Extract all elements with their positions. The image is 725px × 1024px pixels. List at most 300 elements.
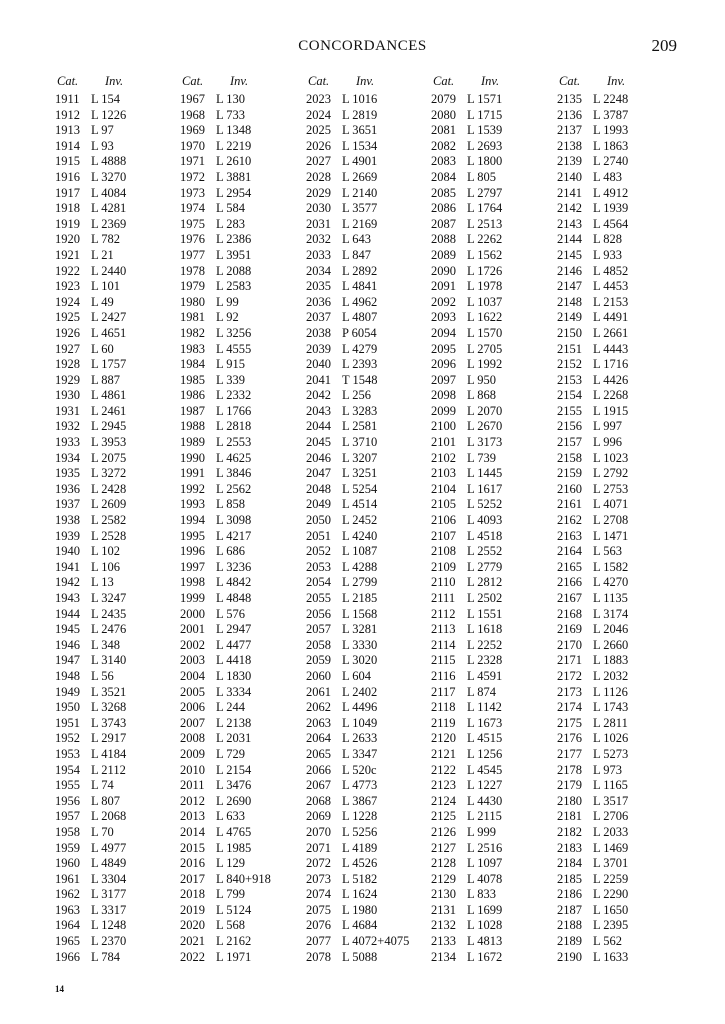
table-row — [180, 404, 310, 420]
inventory-number: L 1978 — [467, 279, 503, 294]
catalogue-number: 1913 — [55, 123, 80, 138]
inventory-number: L 996 — [593, 435, 623, 450]
catalogue-number: 1971 — [180, 154, 205, 169]
table-row — [180, 700, 310, 716]
inventory-number: L 2610 — [216, 154, 252, 169]
inventory-number: L 3283 — [342, 403, 378, 418]
catalogue-number: 1951 — [55, 715, 80, 730]
catalogue-number: 2109 — [431, 559, 456, 574]
catalogue-number: 2047 — [306, 466, 331, 481]
inventory-number: L 3236 — [216, 559, 252, 574]
inventory-number: L 4084 — [91, 185, 127, 200]
catalogue-number: 2181 — [557, 809, 582, 824]
inventory-number: L 1766 — [216, 403, 252, 418]
table-row — [306, 918, 436, 934]
catalogue-number: 2072 — [306, 856, 331, 871]
inventory-number: L 686 — [216, 544, 246, 559]
inventory-number: L 3521 — [91, 684, 127, 699]
table-row — [431, 529, 561, 545]
catalogue-number: 2159 — [557, 466, 582, 481]
catalogue-number: 2162 — [557, 513, 582, 528]
catalogue-number: 2184 — [557, 856, 582, 871]
catalogue-number: 2019 — [180, 902, 205, 917]
table-row — [306, 544, 436, 560]
inventory-number: L 1939 — [593, 201, 629, 216]
inventory-number: L 3476 — [216, 778, 252, 793]
inventory-number: L 4526 — [342, 856, 378, 871]
inventory-number: P 6054 — [342, 325, 377, 340]
inventory-number: L 999 — [467, 824, 497, 839]
inventory-number: L 4443 — [593, 341, 629, 356]
table-row — [180, 186, 310, 202]
inventory-number: L 4078 — [467, 871, 503, 886]
table-row — [431, 108, 561, 124]
inventory-number: L 2046 — [593, 622, 629, 637]
table-row — [180, 685, 310, 701]
inventory-number: L 4564 — [593, 216, 629, 231]
catalogue-number: 2001 — [180, 622, 205, 637]
table-row — [55, 575, 185, 591]
catalogue-number: 2086 — [431, 201, 456, 216]
table-row — [180, 357, 310, 373]
table-row — [306, 700, 436, 716]
inventory-number: L 1445 — [467, 466, 503, 481]
catalogue-number: 2168 — [557, 606, 582, 621]
catalogue-number: 1975 — [180, 216, 205, 231]
table-row — [55, 248, 185, 264]
table-row — [55, 342, 185, 358]
catalogue-number: 1940 — [55, 544, 80, 559]
catalogue-number: 2020 — [180, 918, 205, 933]
table-row — [431, 139, 561, 155]
inventory-number: L 5182 — [342, 871, 378, 886]
inventory-number: L 782 — [91, 232, 121, 247]
table-row — [180, 872, 310, 888]
catalogue-number: 1948 — [55, 668, 80, 683]
inventory-number: L 92 — [216, 310, 239, 325]
inventory-number: L 2706 — [593, 809, 629, 824]
inventory-number: L 2705 — [467, 341, 503, 356]
catalogue-number: 2056 — [306, 606, 331, 621]
inventory-number: L 5252 — [467, 497, 503, 512]
catalogue-number: 2016 — [180, 856, 205, 871]
table-row — [557, 123, 687, 139]
inventory-number: L 4093 — [467, 513, 503, 528]
table-row — [306, 841, 436, 857]
catalogue-number: 1978 — [180, 263, 205, 278]
catalogue-number: 2138 — [557, 138, 582, 153]
catalogue-number: 1963 — [55, 902, 80, 917]
table-row — [431, 607, 561, 623]
catalogue-number: 1954 — [55, 762, 80, 777]
table-row — [557, 669, 687, 685]
table-row — [557, 373, 687, 389]
table-row — [180, 482, 310, 498]
table-row — [55, 201, 185, 217]
inventory-number: L 1534 — [342, 138, 378, 153]
table-row — [557, 809, 687, 825]
inventory-number: L 106 — [91, 559, 121, 574]
table-row — [306, 326, 436, 342]
table-row — [55, 700, 185, 716]
table-row — [306, 856, 436, 872]
catalogue-number: 1981 — [180, 310, 205, 325]
table-row — [180, 326, 310, 342]
inventory-number: L 154 — [91, 92, 121, 106]
inventory-number: L 568 — [216, 918, 246, 933]
catalogue-number: 2175 — [557, 715, 582, 730]
table-row — [55, 809, 185, 825]
table-row — [180, 747, 310, 763]
table-row — [180, 466, 310, 482]
catalogue-number: 2055 — [306, 591, 331, 605]
inventory-number: L 874 — [467, 684, 497, 699]
table-row — [557, 357, 687, 373]
table-row — [431, 482, 561, 498]
inventory-number: L 4901 — [342, 154, 378, 169]
table-row — [55, 638, 185, 654]
catalogue-number: 2009 — [180, 746, 205, 761]
inventory-number: L 4514 — [342, 497, 378, 512]
inventory-number: L 1699 — [467, 902, 503, 917]
table-row — [306, 529, 436, 545]
catalogue-number: 1973 — [180, 185, 205, 200]
table-row — [431, 918, 561, 934]
catalogue-number: 2177 — [557, 746, 582, 761]
catalogue-number: 1966 — [55, 949, 80, 964]
catalogue-number: 2103 — [431, 466, 456, 481]
inventory-number: L 2669 — [342, 169, 378, 184]
table-row — [557, 482, 687, 498]
inventory-number: L 2779 — [467, 559, 503, 574]
table-row — [306, 887, 436, 903]
table-row — [55, 544, 185, 560]
inventory-number: L 130 — [216, 92, 246, 106]
table-row — [55, 232, 185, 248]
catalogue-number: 1942 — [55, 575, 80, 590]
table-row — [557, 388, 687, 404]
inventory-number: L 2369 — [91, 216, 127, 231]
catalogue-number: 2129 — [431, 871, 456, 886]
inventory-number: L 1582 — [593, 559, 629, 574]
inventory-number: L 1764 — [467, 201, 503, 216]
inventory-number: L 1227 — [467, 778, 503, 793]
inventory-number: L 2661 — [593, 325, 629, 340]
table-row — [431, 903, 561, 919]
catalogue-number: 2082 — [431, 138, 456, 153]
inventory-number: L 2583 — [216, 279, 252, 294]
inventory-number: L 3517 — [593, 793, 629, 808]
catalogue-number: 2011 — [180, 778, 205, 793]
catalogue-number: 1976 — [180, 232, 205, 247]
table-row — [306, 217, 436, 233]
inventory-number: L 4977 — [91, 840, 127, 855]
inventory-number: L 2945 — [91, 419, 127, 434]
inventory-number: L 4518 — [467, 528, 503, 543]
inventory-number: L 2609 — [91, 497, 127, 512]
catalogue-number: 1955 — [55, 778, 80, 793]
inventory-number: L 3651 — [342, 123, 378, 138]
catalogue-number: 2000 — [180, 606, 205, 621]
inventory-number: L 2402 — [342, 684, 378, 699]
catalogue-number: 1933 — [55, 435, 80, 450]
catalogue-number: 1969 — [180, 123, 205, 138]
inventory-number: L 4189 — [342, 840, 378, 855]
table-row — [431, 279, 561, 295]
inventory-number: L 1715 — [467, 107, 503, 122]
inventory-number: T 1548 — [342, 372, 378, 387]
inventory-number: L 973 — [593, 762, 623, 777]
table-row — [431, 747, 561, 763]
catalogue-number: 2090 — [431, 263, 456, 278]
table-row — [557, 326, 687, 342]
inventory-number: L 2690 — [216, 793, 252, 808]
catalogue-number: 1961 — [55, 871, 80, 886]
concordance-column-4 — [431, 74, 561, 965]
catalogue-number: 2060 — [306, 668, 331, 683]
catalogue-number: 1987 — [180, 403, 205, 418]
catalogue-number: 2112 — [431, 606, 456, 621]
catalogue-number: 2134 — [431, 949, 456, 964]
catalogue-number: 2044 — [306, 419, 331, 434]
catalogue-number: 2157 — [557, 435, 582, 450]
inventory-number: L 4651 — [91, 325, 127, 340]
catalogue-number: 1986 — [180, 388, 205, 403]
table-row — [557, 575, 687, 591]
inventory-number: L 4842 — [216, 575, 252, 590]
table-row — [557, 139, 687, 155]
inventory-number: L 4684 — [342, 918, 378, 933]
inventory-number: L 1562 — [467, 247, 503, 262]
table-row — [55, 154, 185, 170]
catalogue-number: 1926 — [55, 325, 80, 340]
inventory-number: L 2502 — [467, 591, 503, 605]
table-row — [306, 451, 436, 467]
catalogue-number: 2089 — [431, 247, 456, 262]
inventory-number: L 4848 — [216, 591, 252, 605]
table-row — [557, 154, 687, 170]
inventory-number: L 2516 — [467, 840, 503, 855]
inventory-number: L 1624 — [342, 887, 378, 902]
column-header — [557, 74, 687, 92]
table-row — [557, 591, 687, 607]
table-row — [180, 575, 310, 591]
inventory-number: L 2154 — [216, 762, 252, 777]
inventory-number: L 256 — [342, 388, 372, 403]
inventory-number: L 799 — [216, 887, 246, 902]
catalogue-number: 2093 — [431, 310, 456, 325]
catalogue-number: 1997 — [180, 559, 205, 574]
catalogue-number: 1994 — [180, 513, 205, 528]
column-header — [55, 74, 185, 92]
inventory-number: L 2112 — [91, 762, 126, 777]
catalogue-number: 2031 — [306, 216, 331, 231]
catalogue-number: 2021 — [180, 934, 205, 949]
catalogue-number: 2176 — [557, 731, 582, 746]
table-row — [55, 529, 185, 545]
table-row — [431, 544, 561, 560]
table-row — [557, 201, 687, 217]
catalogue-number: 1922 — [55, 263, 80, 278]
inventory-number: L 4288 — [342, 559, 378, 574]
table-row — [55, 388, 185, 404]
catalogue-number: 2083 — [431, 154, 456, 169]
catalogue-number: 1982 — [180, 325, 205, 340]
catalogue-number: 1970 — [180, 138, 205, 153]
catalogue-number: 2088 — [431, 232, 456, 247]
catalogue-number: 2035 — [306, 279, 331, 294]
catalogue-number: 2006 — [180, 700, 205, 715]
table-row — [180, 825, 310, 841]
catalogue-number: 2029 — [306, 185, 331, 200]
table-row — [55, 217, 185, 233]
inventory-number: L 1016 — [342, 92, 378, 106]
table-row — [557, 778, 687, 794]
table-row — [306, 591, 436, 607]
table-row — [55, 466, 185, 482]
inventory-number: L 2248 — [593, 92, 629, 106]
inventory-number: L 3743 — [91, 715, 127, 730]
catalogue-number: 1988 — [180, 419, 205, 434]
catalogue-number: 1958 — [55, 824, 80, 839]
inventory-number: L 2753 — [593, 481, 629, 496]
catalogue-number: 1920 — [55, 232, 80, 247]
catalogue-number: 2173 — [557, 684, 582, 699]
inventory-number: L 1348 — [216, 123, 252, 138]
table-row — [180, 217, 310, 233]
inventory-number: L 3173 — [467, 435, 503, 450]
concordance-column-2 — [180, 74, 310, 965]
table-row — [55, 186, 185, 202]
inventory-number: L 2153 — [593, 294, 629, 309]
catalogue-number: 1924 — [55, 294, 80, 309]
signature-mark: 14 — [55, 984, 64, 994]
table-row — [431, 856, 561, 872]
catalogue-number: 2025 — [306, 123, 331, 138]
catalogue-number: 1959 — [55, 840, 80, 855]
table-row — [55, 778, 185, 794]
inventory-number: L 3272 — [91, 466, 127, 481]
table-row — [55, 92, 185, 108]
inventory-number: L 1622 — [467, 310, 503, 325]
catalogue-number: 1923 — [55, 279, 80, 294]
table-row — [557, 918, 687, 934]
inventory-number: L 4807 — [342, 310, 378, 325]
table-row — [557, 638, 687, 654]
catalogue-number: 2113 — [431, 622, 456, 637]
table-row — [306, 513, 436, 529]
catalogue-number: 2040 — [306, 357, 331, 372]
column-rows — [180, 92, 310, 965]
inventory-number: L 4430 — [467, 793, 503, 808]
inventory-number: L 102 — [91, 544, 121, 559]
catalogue-number: 2051 — [306, 528, 331, 543]
catalogue-number: 1935 — [55, 466, 80, 481]
catalogue-number: 1912 — [55, 107, 80, 122]
inventory-number: L 1570 — [467, 325, 503, 340]
catalogue-number: 2126 — [431, 824, 456, 839]
catalogue-number: 2145 — [557, 247, 582, 262]
table-row — [180, 638, 310, 654]
table-row — [431, 419, 561, 435]
table-row — [431, 872, 561, 888]
table-row — [306, 154, 436, 170]
table-row — [431, 763, 561, 779]
table-row — [55, 841, 185, 857]
catalogue-number: 2169 — [557, 622, 582, 637]
table-row — [180, 513, 310, 529]
table-row — [431, 560, 561, 576]
catalogue-number: 1968 — [180, 107, 205, 122]
table-row — [431, 435, 561, 451]
catalogue-number: 2110 — [431, 575, 456, 590]
catalogue-number: 2087 — [431, 216, 456, 231]
catalogue-number: 2127 — [431, 840, 456, 855]
table-row — [431, 950, 561, 966]
table-row — [431, 497, 561, 513]
catalogue-number: 2064 — [306, 731, 331, 746]
inventory-number: L 2290 — [593, 887, 629, 902]
inventory-number: L 4765 — [216, 824, 252, 839]
inventory-number: L 244 — [216, 700, 246, 715]
table-row — [180, 310, 310, 326]
catalogue-number: 2007 — [180, 715, 205, 730]
catalogue-number: 1999 — [180, 591, 205, 605]
table-row — [557, 841, 687, 857]
inventory-number: L 93 — [91, 138, 114, 153]
inventory-number: L 1228 — [342, 809, 378, 824]
inventory-number: L 3701 — [593, 856, 629, 871]
inventory-number: L 101 — [91, 279, 121, 294]
inventory-number: L 1087 — [342, 544, 378, 559]
catalogue-number: 2163 — [557, 528, 582, 543]
catalogue-number: 2155 — [557, 403, 582, 418]
catalogue-number: 2022 — [180, 949, 205, 964]
inventory-number: L 2811 — [593, 715, 628, 730]
catalogue-number: 1998 — [180, 575, 205, 590]
table-row — [431, 217, 561, 233]
catalogue-number: 2033 — [306, 247, 331, 262]
catalogue-number: 1953 — [55, 746, 80, 761]
inventory-number: L 1551 — [467, 606, 503, 621]
catalogue-number: 2097 — [431, 372, 456, 387]
table-row — [557, 435, 687, 451]
catalogue-number: 2141 — [557, 185, 582, 200]
table-row — [306, 794, 436, 810]
table-row — [180, 248, 310, 264]
table-row — [55, 404, 185, 420]
table-row — [306, 186, 436, 202]
catalogue-number: 2071 — [306, 840, 331, 855]
inventory-number: L 3787 — [593, 107, 629, 122]
table-row — [180, 279, 310, 295]
inventory-number: L 2553 — [216, 435, 252, 450]
table-row — [557, 653, 687, 669]
catalogue-number: 1936 — [55, 481, 80, 496]
inventory-number: L 283 — [216, 216, 246, 231]
catalogue-number: 2150 — [557, 325, 582, 340]
table-row — [306, 934, 436, 950]
inventory-number: L 2797 — [467, 185, 503, 200]
column-rows — [306, 92, 436, 965]
inventory-number: L 2393 — [342, 357, 378, 372]
table-row — [180, 934, 310, 950]
inventory-number: L 643 — [342, 232, 372, 247]
inventory-number: L 2428 — [91, 481, 127, 496]
table-row — [306, 778, 436, 794]
catalogue-number: 2059 — [306, 653, 331, 668]
table-row — [55, 934, 185, 950]
